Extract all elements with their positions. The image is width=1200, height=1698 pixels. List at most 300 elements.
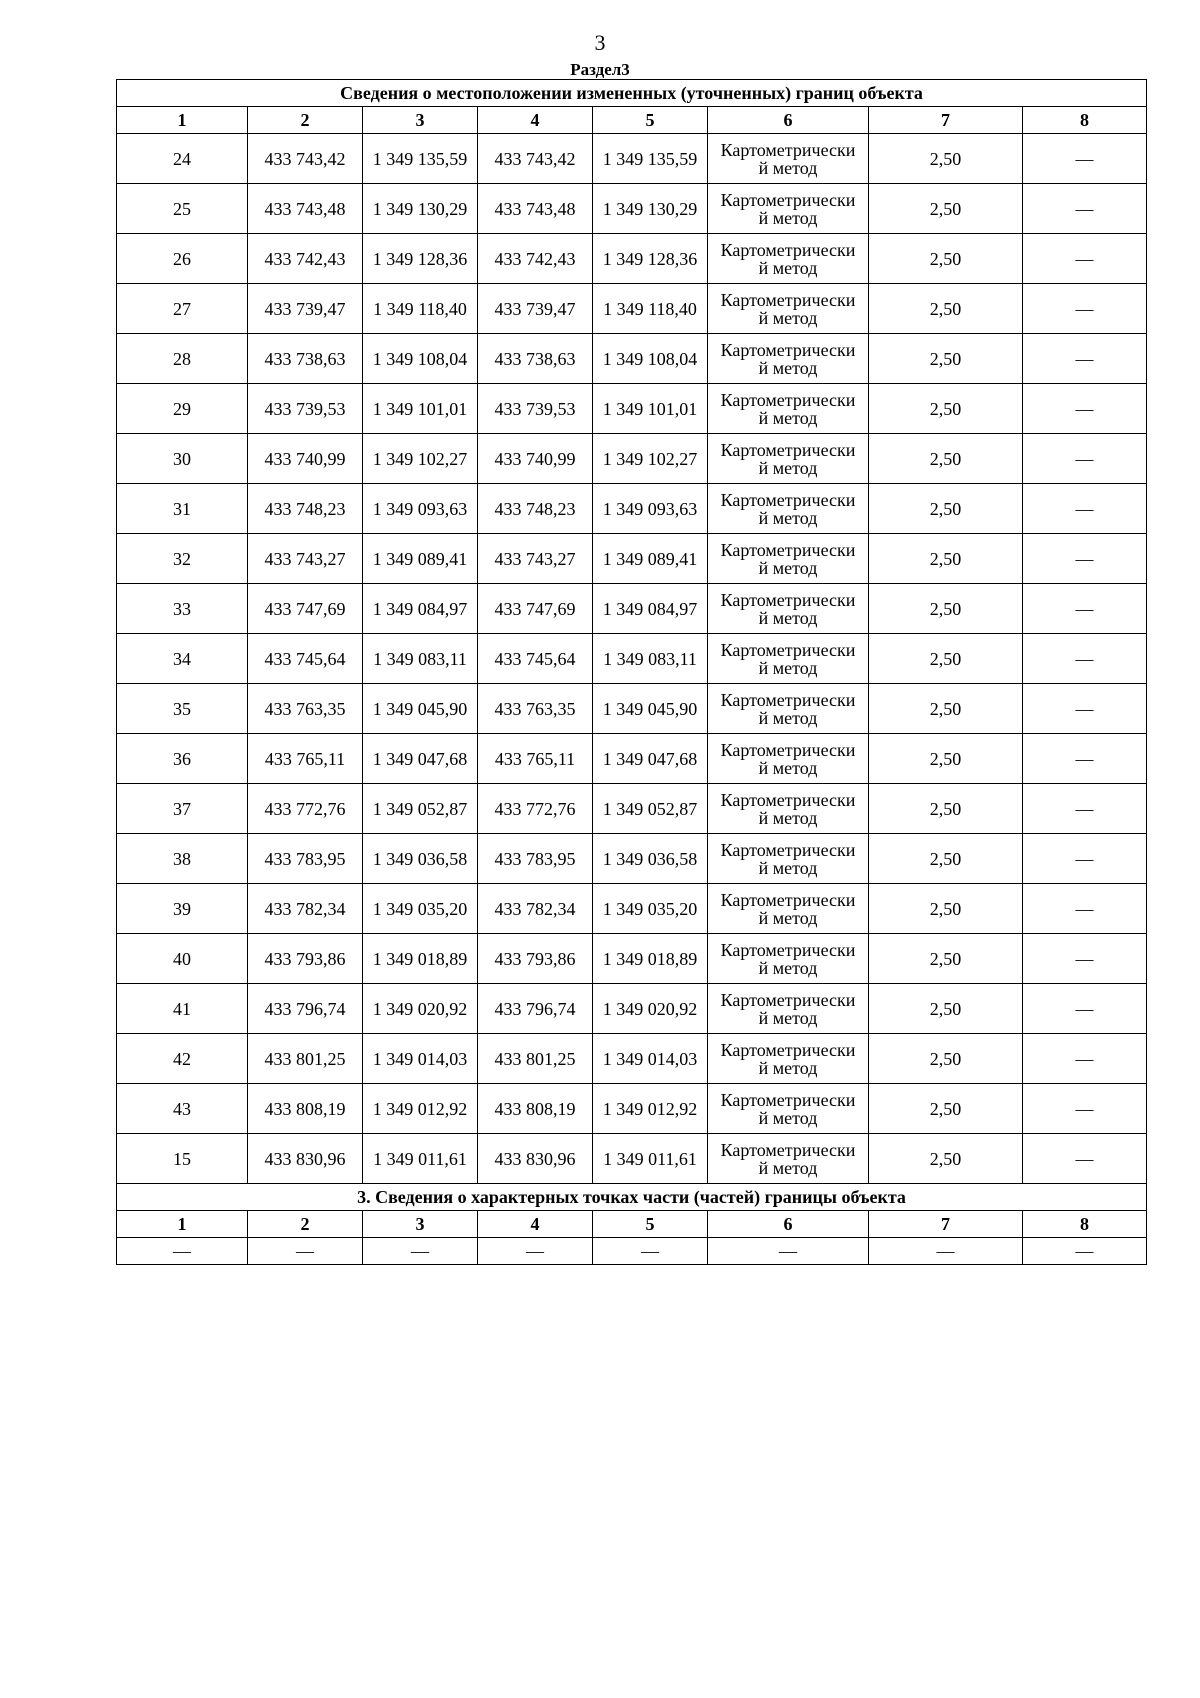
coord-y-new-cell-text: 1 349 102,27 [602, 448, 698, 469]
point-number-cell [117, 1084, 248, 1134]
coord-x-existing-cell [248, 584, 363, 634]
coord-x-existing-cell-text: 433 745,64 [264, 648, 346, 669]
method-line-1: Картометрически [720, 1039, 856, 1060]
method-line-1: Картометрически [720, 539, 856, 560]
coord-x-existing-cell-text: 433 743,48 [264, 198, 346, 219]
table1-header-cell: 7 [869, 107, 1023, 134]
coord-y-new-cell [593, 384, 708, 434]
coord-x-new-cell [478, 384, 593, 434]
coord-x-existing-cell-text: 433 747,69 [264, 598, 346, 619]
point-number-cell [117, 884, 248, 934]
description-cell-text: — [1075, 348, 1094, 369]
coord-y-existing-cell-text: 1 349 130,29 [372, 198, 468, 219]
description-cell [1023, 1084, 1147, 1134]
coord-y-new-cell-text: 1 349 083,11 [603, 648, 697, 669]
description-cell [1023, 884, 1147, 934]
coord-x-new-cell-text: 433 782,34 [494, 898, 576, 919]
empty-value-cell [869, 1238, 1023, 1265]
coord-x-existing-cell [248, 1084, 363, 1134]
method-line-1: Картометрически [720, 339, 856, 360]
coord-y-new-cell-text: 1 349 101,01 [602, 398, 698, 419]
coord-y-existing-cell-text: 1 349 045,90 [372, 698, 468, 719]
coord-y-existing-cell-text: 1 349 118,40 [373, 298, 467, 319]
empty-value-cell [478, 1238, 593, 1265]
coord-y-existing-cell-text: 1 349 108,04 [372, 348, 468, 369]
point-number-cell-text: 41 [173, 998, 191, 1019]
point-number-cell-text: 38 [173, 848, 191, 869]
coord-x-existing-cell [248, 284, 363, 334]
description-cell-text: — [1075, 948, 1094, 969]
coord-y-new-cell-text: 1 349 084,97 [602, 598, 698, 619]
coord-x-new-cell-text: 433 747,69 [494, 598, 576, 619]
coord-y-existing-cell [363, 984, 478, 1034]
empty-value-text: — [411, 1241, 429, 1261]
accuracy-cell [869, 134, 1023, 184]
table-row [117, 1084, 1147, 1134]
description-cell-text: — [1075, 398, 1094, 419]
coord-y-existing-cell [363, 134, 478, 184]
table-row [117, 934, 1147, 984]
coord-y-existing-cell-text: 1 349 089,41 [372, 548, 468, 569]
table2-title-row [117, 1184, 1147, 1211]
accuracy-cell-text: 2,50 [929, 398, 962, 419]
table1-title: Сведения о местоположении измененных (уточненных) границ объекта [117, 80, 1147, 107]
point-number-cell [117, 584, 248, 634]
accuracy-cell [869, 884, 1023, 934]
coord-y-new-cell [593, 584, 708, 634]
coord-x-new-cell-text: 433 796,74 [494, 998, 576, 1019]
coord-y-existing-cell-text: 1 349 035,20 [372, 898, 468, 919]
coord-y-new-cell [593, 1134, 708, 1184]
method-line-1: Картометрически [720, 839, 856, 860]
method-line-2: й метод [758, 1057, 818, 1078]
coord-x-existing-cell-text: 433 738,63 [264, 348, 346, 369]
point-number-cell [117, 1134, 248, 1184]
coord-y-new-cell [593, 234, 708, 284]
coord-x-existing-cell-text: 433 793,86 [264, 948, 346, 969]
coord-y-existing-cell [363, 434, 478, 484]
method-cell [708, 334, 869, 384]
coord-x-existing-cell [248, 834, 363, 884]
coord-x-existing-cell-text: 433 763,35 [264, 698, 346, 719]
coord-y-existing-cell [363, 334, 478, 384]
empty-value-cell [1023, 1238, 1147, 1265]
coord-x-new-cell-text: 433 748,23 [494, 498, 576, 519]
coord-y-new-cell [593, 784, 708, 834]
description-cell [1023, 1134, 1147, 1184]
accuracy-cell [869, 934, 1023, 984]
method-line-1: Картометрически [720, 189, 856, 210]
point-number-cell [117, 834, 248, 884]
coord-y-new-cell-text: 1 349 093,63 [602, 498, 698, 519]
point-number-cell [117, 984, 248, 1034]
coord-x-existing-cell [248, 334, 363, 384]
accuracy-cell-text: 2,50 [929, 348, 962, 369]
method-cell [708, 684, 869, 734]
coord-y-existing-cell-text: 1 349 083,11 [373, 648, 467, 669]
description-cell-text: — [1075, 548, 1094, 569]
coord-x-existing-cell-text: 433 742,43 [264, 248, 346, 269]
description-cell-text: — [1075, 298, 1094, 319]
point-number-cell [117, 484, 248, 534]
accuracy-cell [869, 534, 1023, 584]
method-line-1: Картометрически [720, 589, 856, 610]
coord-x-existing-cell-text: 433 772,76 [264, 798, 346, 819]
accuracy-cell-text: 2,50 [929, 848, 962, 869]
coord-y-new-cell-text: 1 349 052,87 [602, 798, 698, 819]
table-row [117, 584, 1147, 634]
coord-x-new-cell [478, 1134, 593, 1184]
coord-y-new-cell-text: 1 349 018,89 [602, 948, 698, 969]
coord-y-new-cell [593, 884, 708, 934]
coord-y-new-cell [593, 634, 708, 684]
description-cell [1023, 834, 1147, 884]
description-cell [1023, 734, 1147, 784]
coord-y-existing-cell-text: 1 349 128,36 [372, 248, 468, 269]
coord-y-existing-cell [363, 1084, 478, 1134]
coord-y-new-cell-text: 1 349 047,68 [602, 748, 698, 769]
coord-x-new-cell [478, 634, 593, 684]
method-line-2: й метод [758, 157, 818, 178]
method-line-2: й метод [758, 657, 818, 678]
table2-header-cell: 4 [478, 1211, 593, 1238]
method-line-2: й метод [758, 507, 818, 528]
table-row [117, 1034, 1147, 1084]
accuracy-cell [869, 184, 1023, 234]
coord-y-new-cell [593, 734, 708, 784]
accuracy-cell-text: 2,50 [929, 148, 962, 169]
coord-x-new-cell-text: 433 801,25 [494, 1048, 576, 1069]
method-line-2: й метод [758, 807, 818, 828]
method-cell [708, 1034, 869, 1084]
coord-x-existing-cell [248, 534, 363, 584]
description-cell [1023, 634, 1147, 684]
point-number-cell-text: 33 [173, 598, 191, 619]
method-cell [708, 134, 869, 184]
table1-header-cell: 5 [593, 107, 708, 134]
coord-y-existing-cell [363, 834, 478, 884]
table-row [117, 434, 1147, 484]
coord-x-new-cell-text: 433 743,48 [494, 198, 576, 219]
table-row [117, 884, 1147, 934]
coord-y-existing-cell-text: 1 349 101,01 [372, 398, 468, 419]
coord-y-new-cell-text: 1 349 089,41 [602, 548, 698, 569]
table1-header-cell: 1 [117, 107, 248, 134]
coord-x-new-cell [478, 934, 593, 984]
accuracy-cell [869, 634, 1023, 684]
method-cell [708, 234, 869, 284]
empty-value-cell [363, 1238, 478, 1265]
coord-x-new-cell [478, 884, 593, 934]
coord-y-new-cell [593, 984, 708, 1034]
coord-y-new-cell [593, 534, 708, 584]
coord-y-existing-cell-text: 1 349 047,68 [372, 748, 468, 769]
coord-y-new-cell [593, 834, 708, 884]
description-cell [1023, 434, 1147, 484]
accuracy-cell-text: 2,50 [929, 498, 962, 519]
point-number-cell [117, 234, 248, 284]
accuracy-cell [869, 234, 1023, 284]
accuracy-cell [869, 484, 1023, 534]
coord-x-new-cell [478, 184, 593, 234]
coord-x-new-cell-text: 433 742,43 [494, 248, 576, 269]
accuracy-cell [869, 284, 1023, 334]
coord-y-existing-cell-text: 1 349 052,87 [372, 798, 468, 819]
table-row [117, 334, 1147, 384]
coord-x-existing-cell-text: 433 740,99 [264, 448, 346, 469]
description-cell [1023, 934, 1147, 984]
accuracy-cell [869, 1134, 1023, 1184]
description-cell-text: — [1075, 1048, 1094, 1069]
description-cell-text: — [1075, 798, 1094, 819]
point-number-cell [117, 934, 248, 984]
coord-y-new-cell [593, 1034, 708, 1084]
table2-header-cell: 6 [708, 1211, 869, 1238]
coord-x-existing-cell [248, 134, 363, 184]
coord-x-new-cell [478, 284, 593, 334]
coord-x-new-cell [478, 734, 593, 784]
table1-title-row [117, 80, 1147, 107]
method-line-2: й метод [758, 1007, 818, 1028]
accuracy-cell-text: 2,50 [929, 748, 962, 769]
point-number-cell [117, 734, 248, 784]
point-number-cell-text: 26 [173, 248, 191, 269]
coord-x-existing-cell-text: 433 782,34 [264, 898, 346, 919]
point-number-cell [117, 334, 248, 384]
table1-header-row [117, 107, 1147, 134]
description-cell-text: — [1075, 648, 1094, 669]
coord-y-existing-cell [363, 634, 478, 684]
description-cell-text: — [1075, 148, 1094, 169]
method-cell [708, 434, 869, 484]
point-number-cell [117, 784, 248, 834]
coord-x-new-cell [478, 784, 593, 834]
coord-x-new-cell-text: 433 808,19 [494, 1098, 576, 1119]
coord-y-new-cell [593, 134, 708, 184]
description-cell [1023, 184, 1147, 234]
method-line-2: й метод [758, 607, 818, 628]
table1-header-cell: 8 [1023, 107, 1147, 134]
point-number-cell [117, 1034, 248, 1084]
point-number-cell-text: 37 [173, 798, 191, 819]
accuracy-cell-text: 2,50 [929, 1098, 962, 1119]
coord-y-new-cell-text: 1 349 014,03 [602, 1048, 698, 1069]
description-cell [1023, 384, 1147, 434]
point-number-cell-text: 27 [173, 298, 191, 319]
point-number-cell [117, 684, 248, 734]
coord-y-new-cell [593, 484, 708, 534]
table-row [117, 734, 1147, 784]
coord-y-existing-cell-text: 1 349 093,63 [372, 498, 468, 519]
coord-x-existing-cell [248, 384, 363, 434]
method-line-1: Картометрически [720, 139, 856, 160]
coord-y-new-cell-text: 1 349 128,36 [602, 248, 698, 269]
description-cell [1023, 584, 1147, 634]
method-line-1: Картометрически [720, 939, 856, 960]
coord-x-existing-cell [248, 934, 363, 984]
point-number-cell-text: 32 [173, 548, 191, 569]
description-cell-text: — [1075, 598, 1094, 619]
method-line-1: Картометрически [720, 289, 856, 310]
coord-x-existing-cell-text: 433 739,53 [264, 398, 346, 419]
table-row [117, 634, 1147, 684]
accuracy-cell [869, 834, 1023, 884]
method-cell [708, 484, 869, 534]
point-number-cell [117, 134, 248, 184]
method-cell [708, 634, 869, 684]
table2-header-cell: 7 [869, 1211, 1023, 1238]
point-number-cell-text: 35 [173, 698, 191, 719]
method-line-2: й метод [758, 307, 818, 328]
table-row [117, 984, 1147, 1034]
description-cell [1023, 984, 1147, 1034]
coord-y-existing-cell [363, 484, 478, 534]
method-line-2: й метод [758, 957, 818, 978]
table-row [117, 184, 1147, 234]
description-cell-text: — [1075, 448, 1094, 469]
coord-y-new-cell-text: 1 349 130,29 [602, 198, 698, 219]
accuracy-cell-text: 2,50 [929, 948, 962, 969]
coord-y-existing-cell [363, 184, 478, 234]
coord-y-existing-cell-text: 1 349 084,97 [372, 598, 468, 619]
method-line-2: й метод [758, 357, 818, 378]
coord-x-existing-cell [248, 234, 363, 284]
coord-y-existing-cell [363, 1034, 478, 1084]
accuracy-cell-text: 2,50 [929, 548, 962, 569]
description-cell-text: — [1075, 698, 1094, 719]
method-cell [708, 784, 869, 834]
table1-header-cell: 3 [363, 107, 478, 134]
method-line-2: й метод [758, 757, 818, 778]
table-row [117, 834, 1147, 884]
coord-x-new-cell [478, 334, 593, 384]
coord-x-existing-cell [248, 184, 363, 234]
point-number-cell [117, 634, 248, 684]
coord-x-existing-cell [248, 984, 363, 1034]
coord-x-existing-cell [248, 434, 363, 484]
method-cell [708, 884, 869, 934]
coord-y-existing-cell-text: 1 349 012,92 [372, 1098, 468, 1119]
coord-x-existing-cell-text: 433 743,42 [264, 148, 346, 169]
coordinates-table-body [117, 80, 1147, 1265]
coord-x-existing-cell-text: 433 783,95 [264, 848, 346, 869]
point-number-cell-text: 42 [173, 1048, 191, 1069]
method-line-2: й метод [758, 407, 818, 428]
coord-x-new-cell-text: 433 765,11 [494, 748, 576, 769]
coord-y-new-cell [593, 684, 708, 734]
accuracy-cell-text: 2,50 [929, 248, 962, 269]
coord-y-new-cell-text: 1 349 135,59 [602, 148, 698, 169]
accuracy-cell-text: 2,50 [929, 598, 962, 619]
method-line-2: й метод [758, 857, 818, 878]
description-cell [1023, 484, 1147, 534]
description-cell-text: — [1075, 498, 1094, 519]
method-line-1: Картометрически [720, 989, 856, 1010]
method-cell [708, 934, 869, 984]
empty-value-text: — [173, 1241, 191, 1261]
description-cell [1023, 534, 1147, 584]
coord-x-existing-cell [248, 634, 363, 684]
accuracy-cell-text: 2,50 [929, 448, 962, 469]
method-line-1: Картометрически [720, 1089, 856, 1110]
coord-y-existing-cell-text: 1 349 102,27 [372, 448, 468, 469]
description-cell-text: — [1075, 198, 1094, 219]
empty-value-cell [248, 1238, 363, 1265]
coord-y-new-cell [593, 434, 708, 484]
coord-y-new-cell-text: 1 349 012,92 [602, 1098, 698, 1119]
accuracy-cell-text: 2,50 [929, 298, 962, 319]
coordinates-table [116, 79, 1147, 1265]
method-line-2: й метод [758, 907, 818, 928]
coord-x-existing-cell-text: 433 796,74 [264, 998, 346, 1019]
accuracy-cell-text: 2,50 [929, 198, 962, 219]
accuracy-cell-text: 2,50 [929, 998, 962, 1019]
empty-value-cell [593, 1238, 708, 1265]
coord-y-existing-cell-text: 1 349 036,58 [372, 848, 468, 869]
method-cell [708, 1084, 869, 1134]
point-number-cell-text: 29 [173, 398, 191, 419]
empty-value-text: — [296, 1241, 314, 1261]
accuracy-cell [869, 584, 1023, 634]
coord-y-existing-cell-text: 1 349 020,92 [372, 998, 468, 1019]
coord-y-existing-cell [363, 784, 478, 834]
coord-x-existing-cell [248, 684, 363, 734]
point-number-cell [117, 184, 248, 234]
description-cell-text: — [1075, 998, 1094, 1019]
coord-x-new-cell-text: 433 772,76 [494, 798, 576, 819]
table-row [117, 384, 1147, 434]
coord-x-existing-cell [248, 784, 363, 834]
coord-x-new-cell-text: 433 739,47 [494, 298, 576, 319]
method-line-1: Картометрически [720, 239, 856, 260]
coord-x-existing-cell-text: 433 748,23 [264, 498, 346, 519]
table-row [117, 284, 1147, 334]
coord-x-existing-cell-text: 433 743,27 [264, 548, 346, 569]
coord-x-new-cell-text: 433 763,35 [494, 698, 576, 719]
table2-header-row [117, 1211, 1147, 1238]
coord-x-new-cell-text: 433 738,63 [494, 348, 576, 369]
coord-x-existing-cell-text: 433 830,96 [264, 1148, 346, 1169]
table2-header-cell: 5 [593, 1211, 708, 1238]
empty-value-text: — [641, 1241, 659, 1261]
coord-y-existing-cell-text: 1 349 014,03 [372, 1048, 468, 1069]
description-cell-text: — [1075, 898, 1094, 919]
table-row [117, 784, 1147, 834]
coord-x-new-cell [478, 484, 593, 534]
coord-y-existing-cell [363, 884, 478, 934]
accuracy-cell [869, 684, 1023, 734]
coord-y-existing-cell [363, 284, 478, 334]
method-line-2: й метод [758, 557, 818, 578]
method-cell [708, 384, 869, 434]
coord-y-existing-cell [363, 584, 478, 634]
coord-y-new-cell-text: 1 349 045,90 [602, 698, 698, 719]
method-line-1: Картометрически [720, 689, 856, 710]
point-number-cell-text: 34 [173, 648, 191, 669]
method-line-2: й метод [758, 707, 818, 728]
description-cell-text: — [1075, 1148, 1094, 1169]
coord-y-new-cell-text: 1 349 118,40 [603, 298, 697, 319]
coord-y-new-cell [593, 284, 708, 334]
point-number-cell [117, 384, 248, 434]
coord-x-new-cell-text: 433 740,99 [494, 448, 576, 469]
method-line-2: й метод [758, 1157, 818, 1178]
coord-x-new-cell [478, 434, 593, 484]
description-cell-text: — [1075, 748, 1094, 769]
coord-x-new-cell [478, 234, 593, 284]
coord-y-existing-cell [363, 384, 478, 434]
section-label: Раздел3 [570, 60, 630, 79]
